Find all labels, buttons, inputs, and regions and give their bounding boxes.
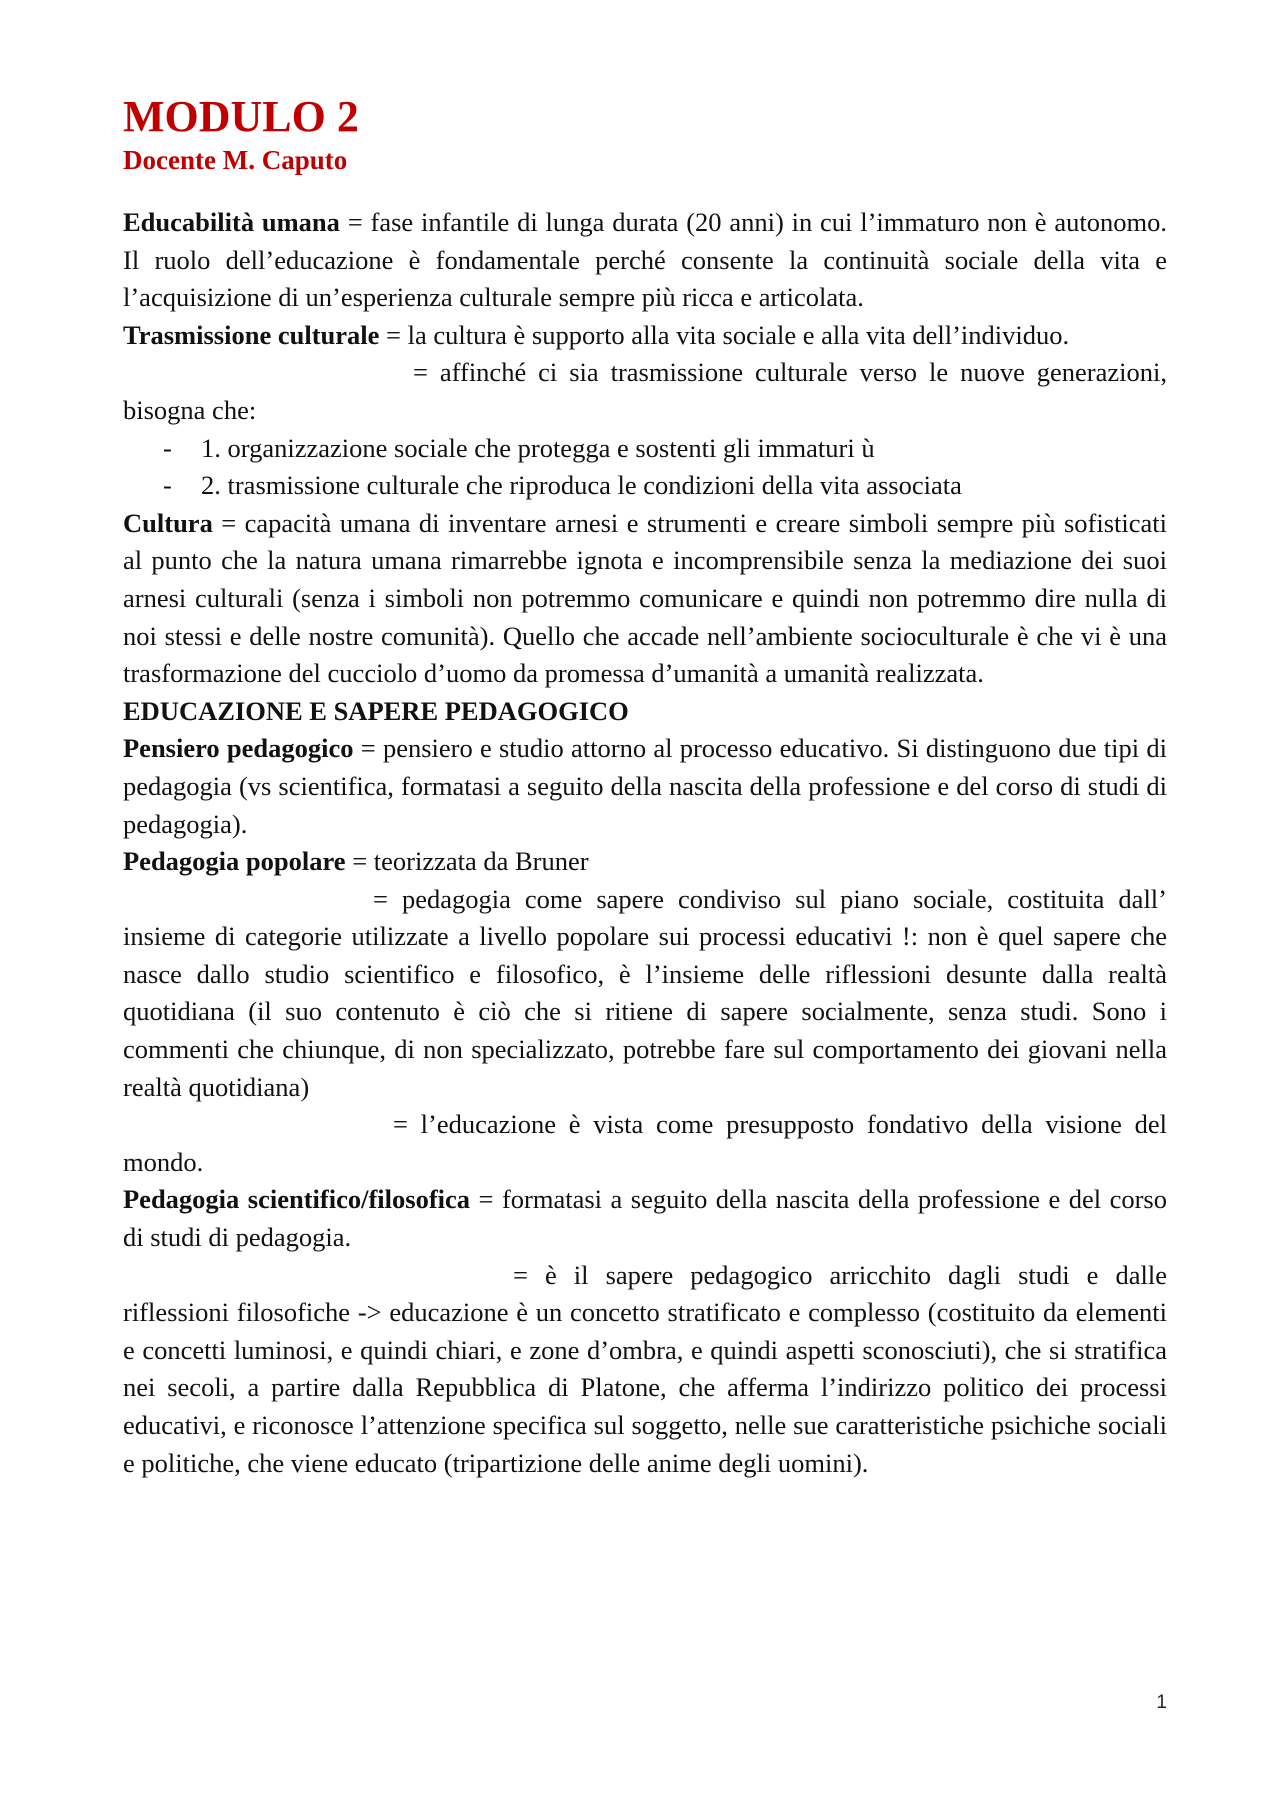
definition-popolare: = teorizzata da Bruner — [345, 846, 589, 877]
paragraph-popolare — [123, 843, 1167, 881]
continuation-trasmissione: = affinché ci sia trasmissione culturale verso le nuove generazioni, bisogna che: — [123, 357, 1167, 425]
term-educabilita: Educabilità umana — [123, 207, 340, 237]
definition-scientifico: = formatasi a seguito della nascita della professione e del corso di studi di pedagogia. — [123, 1184, 1167, 1253]
term-popolare: Pedagogia popolare — [123, 846, 346, 877]
section-heading: EDUCAZIONE E SAPERE PEDAGOGICO — [123, 695, 629, 726]
page-number: 1 — [1156, 1692, 1167, 1713]
module-title: MODULO 2 — [123, 92, 359, 141]
paragraph-cultura — [123, 505, 1167, 693]
paragraph-pensiero — [123, 730, 1167, 843]
dash-bullet: - — [163, 470, 172, 501]
condition-text: 2. trasmissione culturale che riproduca le condizioni della vita associata — [201, 470, 962, 501]
document-page — [123, 92, 1167, 1482]
teacher-name: Docente M. Caputo — [123, 145, 348, 175]
term-trasmissione: Trasmissione culturale — [123, 319, 380, 350]
definition-educabilita: = fase infantile di lunga durata (20 anni) in cui l’immaturo non è autonomo. Il ruolo dell’educazione è fondamentale perché consente la continuità sociale della vita e l’acquisizione di un’esperienza culturale sempre più ricca e articolata. — [123, 207, 1167, 313]
definition-cultura: = capacità umana di inventare arnesi e strumenti e creare simboli sempre più sofisticati al punto che la natura umana rimarrebbe ignota e incomprensibile senza la mediazione dei suoi arnesi culturali (senza i simboli non potremmo comunicare e quindi non potremmo dire nulla di noi stessi e delle nostre comunità). Quello che accade nell’ambiente socioculturale è che vi è una trasformazione del cucciolo d’uomo da promessa d’umanità a umanità realizzata. — [123, 507, 1167, 689]
continuation-popolare-2: = l’educazione è vista come presupposto fondativo della visione del mondo. — [123, 1109, 1167, 1177]
term-scientifico: Pedagogia scientifico/filosofica — [123, 1184, 471, 1215]
paragraph-trasmissione — [123, 317, 1167, 355]
term-pensiero: Pensiero pedagogico — [123, 733, 354, 764]
term-cultura: Cultura — [123, 507, 213, 538]
definition-trasmissione: = la cultura è supporto alla vita sociale e alla vita dell’individuo. — [379, 319, 1070, 350]
list-item — [123, 430, 1167, 468]
paragraph-scientifico — [123, 1181, 1167, 1256]
list-item — [123, 467, 1167, 505]
conditions-list — [123, 430, 1167, 505]
paragraph-educabilita — [123, 204, 1167, 317]
definition-pensiero: = pensiero e studio attorno al processo educativo. Si distinguono due tipi di pedagogia (vs scientifica, formatasi a seguito della nascita della professione e del corso di studi di pedagogia). — [123, 733, 1168, 839]
continuation-scientifico: = è il sapere pedagogico arricchito dagli studi e dalle riflessioni filosofiche -> educazione è un concetto stratificato e complesso (costituito da elementi e concetti luminosi, e quindi chiari, e zone d’ombra, e quindi aspetti sconosciuti), che si stratifica nei secoli, a partire dalla Repubblica di Platone, che afferma l’indirizzo politico dei processi educativi, e riconosce l’attenzione specifica sul soggetto, nelle sue caratteristiche psichiche sociali e politiche, che viene educato (tripartizione delle anime degli uomini). — [123, 1259, 1167, 1478]
dash-bullet: - — [163, 432, 172, 463]
continuation-popolare-1: = pedagogia come sapere condiviso sul piano sociale, costituita dall’ insieme di categorie utilizzate a livello popolare sui processi educativi !: non è quel sapere che nasce dallo studio scientifico e filosofico, è l’insieme delle riflessioni desunte dalla realtà quotidiana (il suo contenuto è ciò che si ritiene di sapere socialmente, senza studi. Sono i commenti che chiunque, di non specializzato, potrebbe fare sul comportamento dei giovani nella realtà quotidiana) — [123, 883, 1167, 1102]
condition-text: 1. organizzazione sociale che protegga e sostenti gli immaturi ù — [201, 432, 875, 463]
